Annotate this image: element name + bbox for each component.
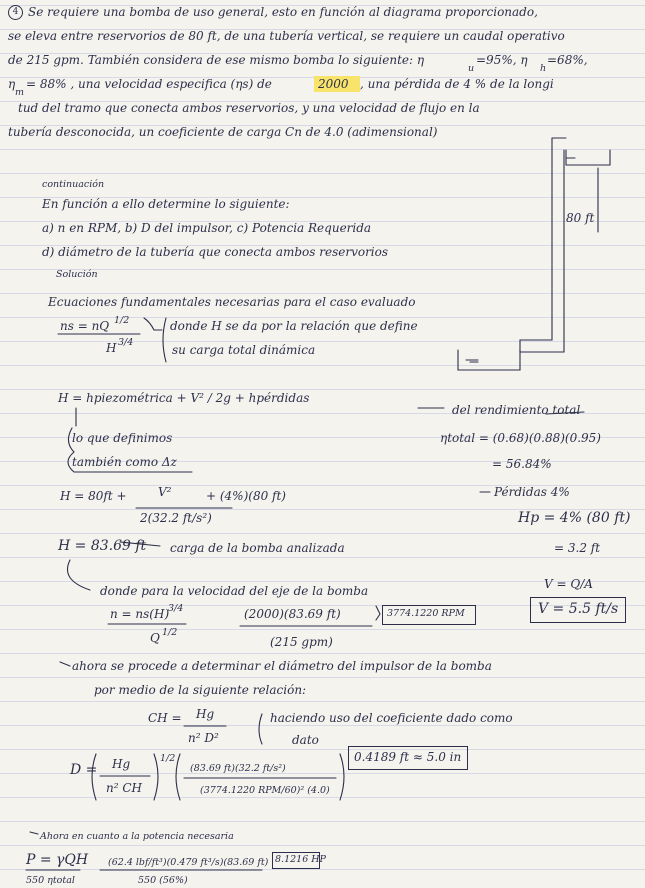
- head-definition: H = hpiezométrica + V² / 2g + hpérdidas: [58, 391, 310, 405]
- tasks-intro: En función a ello determine lo siguiente:: [42, 197, 290, 211]
- problem-line-4a: η: [8, 77, 16, 91]
- rpm-result: 3774.1220 RPM: [387, 608, 465, 619]
- problem-line-3a: de 215 gpm. También considera de ese mismo bomba lo siguiente: η: [8, 53, 425, 67]
- losses-label: Pérdidas 4%: [494, 485, 570, 499]
- rpm-label: donde para la velocidad del eje de la bomba: [100, 584, 369, 598]
- hp-equation: Hp = 4% (80 ft): [518, 510, 631, 526]
- specific-speed-value: 2000: [318, 77, 349, 91]
- ns-formula-den: H: [106, 341, 117, 355]
- problem-number: 4: [8, 5, 23, 20]
- tasks-items: a) n en RPM, b) D del impulsor, c) Potencia Requerida: [42, 221, 372, 235]
- head-result: H = 83.69 ft: [58, 538, 147, 554]
- velocity-result: V = 5.5 ft/s: [538, 601, 619, 617]
- rpm-formula: n = ns(H): [110, 607, 170, 621]
- ch-den: n² D²: [188, 731, 219, 745]
- problem-line-4c: , una pérdida de 4 % de la longi: [360, 77, 554, 91]
- ch-note-2: dato: [292, 733, 319, 747]
- d-sub-den: (3774.1220 RPM/60)² (4.0): [200, 785, 330, 796]
- head-v2: V²: [158, 485, 172, 499]
- rpm-formula-den: Q: [150, 631, 160, 645]
- ns-formula-num: ns = nQ: [60, 319, 110, 333]
- power-sub-den: 550 (56%): [138, 875, 188, 886]
- notebook-page: 4 Se requiere una bomba de uso general, esto en función al diagrama proporcionado, se eleva entre reservorios de 80 ft, de una tubería vertical, se requiere un caudal operativo de 215 gpm. También considera de ese mismo bomba lo siguiente: η u =95%, η h =68%, η m = 88% , una velocidad especifica (ηs) de 2000 , una pérdida de 4 % de la longi tud del tramo que conecta ambos reservorios, y una velocidad de flujo en la tubería desconocida, un coeficiente de carga Cn de 4.0 (adimensional) continuación En función a ello determine lo siguiente: a) n en RPM, b) D del impulsor, c) Potencia Requerida d) diámetro de la tubería que conecta ambos reservorios Solución Ecuaciones fundamentales necesarias para el caso evaluado ns = nQ 1/2 H 3/4 donde H se da por la relación que define su carga total dinámica H = hpiezométrica + V² / 2g + hpérdidas lo que definimos también como Δz H = 80ft + V² 2(32.2 ft/s²) + (4%)(80 ft) H = 83.69 ft carga de la bomba analizada del rendimiento total ηtotal = (0.68)(0.88)(0.95) = 56.84% Pérdidas 4% Hp = 4% (80 ft) = 3.2 ft V = Q/A V = 5.5 ft/s donde para la velocidad del eje de la bomba n = ns(H) 3/4 Q 1/2 (2000)(83.69 ft) (215 gpm) 3774.1220 RPM ahora se procede a determinar el diámetro del impulsor de la bomba por medio de la siguiente relación: CH = Hg n² D² haciendo uso del coeficiente dado como dato D = Hg n² CH 1/2 (83.69 ft)(32.2 ft/s²) (3774.1220 RPM/60)² (4.0) 0.4189 ft ≈ 5.0 in Ahora en cuanto a la potencia necesaria P = γQH 550 ηtotal (62.4 lbf/ft³)(0.479 ft³/s)(83.69 ft) 550 (56%) 8.1216 HP 80 ft: [0, 0, 645, 888]
- hp-value: = 3.2 ft: [554, 541, 601, 555]
- head-result-note: carga de la bomba analizada: [170, 541, 345, 555]
- where-h: donde H se da por la relación que define: [170, 319, 418, 333]
- d-den: n² CH: [106, 781, 142, 795]
- head-loss-term: + (4%)(80 ft): [206, 489, 286, 503]
- diagram-height-label: 80 ft: [566, 211, 595, 225]
- problem-line-1: Se requiere una bomba de uso general, esto en función al diagrama proporcionado,: [28, 5, 538, 19]
- equations-intro: Ecuaciones fundamentales necesarias para el caso evaluado: [48, 295, 416, 309]
- diameter-result: 0.4189 ft ≈ 5.0 in: [354, 750, 462, 764]
- ns-exp: 1/2: [114, 315, 130, 326]
- problem-line-3b: =95%, η: [476, 53, 528, 67]
- ns-den-exp: 3/4: [118, 337, 134, 348]
- rpm-formula-exp: 3/4: [168, 603, 184, 614]
- continuation-label: continuación: [42, 179, 105, 190]
- solution-label: Solución: [56, 269, 98, 280]
- problem-line-5: tud del tramo que conecta ambos reservorios, y una velocidad de flujo en la: [18, 101, 480, 115]
- ch-lhs: CH =: [148, 711, 182, 725]
- power-label: Ahora en cuanto a la potencia necesaria: [40, 831, 234, 842]
- d-exp: 1/2: [160, 753, 176, 764]
- problem-line-2: se eleva entre reservorios de 80 ft, de una tubería vertical, se requiere un caudal operativo: [8, 29, 565, 43]
- eta-total: ηtotal = (0.68)(0.88)(0.95): [440, 431, 601, 445]
- problem-line-3c: =68%,: [547, 53, 588, 67]
- problem-line-6: tubería desconocida, un coeficiente de carga Cn de 4.0 (adimensional): [8, 125, 438, 139]
- d-num: Hg: [112, 757, 131, 771]
- head-equation: H = 80ft +: [60, 489, 127, 503]
- diameter-label: ahora se procede a determinar el diámetro del impulsor de la bomba: [72, 659, 492, 673]
- power-den: 550 ηtotal: [26, 875, 75, 886]
- ch-num: Hg: [196, 707, 215, 721]
- d-sub-num: (83.69 ft)(32.2 ft/s²): [190, 763, 286, 774]
- diameter-label-2: por medio de la siguiente relación:: [94, 683, 307, 697]
- head-denominator: 2(32.2 ft/s²): [140, 511, 212, 525]
- task-d: d) diámetro de la tubería que conecta ambos reservorios: [42, 245, 389, 259]
- head-note-1: lo que definimos: [72, 431, 173, 445]
- ch-note: haciendo uso del coeficiente dado como: [270, 711, 513, 725]
- rpm-substituted-num: (2000)(83.69 ft): [244, 607, 341, 621]
- power-result: 8.1216 HP: [275, 854, 326, 865]
- power-lhs: P = γQH: [26, 852, 89, 868]
- vertical-pipe: [552, 138, 566, 340]
- where-h-2: su carga total dinámica: [172, 343, 316, 357]
- d-lhs: D =: [70, 762, 98, 778]
- efficiency-label: del rendimiento total: [452, 403, 581, 417]
- eta-value: = 56.84%: [492, 457, 552, 471]
- problem-line-4b: = 88% , una velocidad especifica (ηs) de: [26, 77, 272, 91]
- head-note-2: también como Δz: [72, 455, 177, 469]
- rpm-formula-den-exp: 1/2: [162, 627, 178, 638]
- rpm-substituted-den: (215 gpm): [270, 635, 333, 649]
- velocity-equation: V = Q/A: [544, 577, 593, 591]
- power-sub-num: (62.4 lbf/ft³)(0.479 ft³/s)(83.69 ft): [108, 857, 269, 868]
